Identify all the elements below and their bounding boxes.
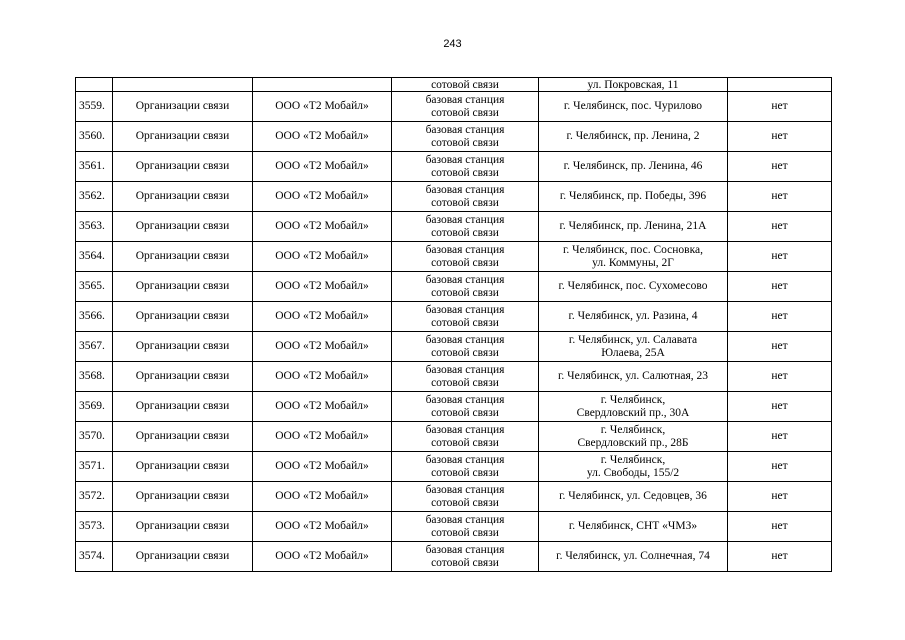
table-row (76, 212, 832, 242)
address-line: г. Челябинск, пос. Сосновка, (563, 243, 703, 256)
cell-address (539, 542, 728, 572)
cell-address (539, 422, 728, 452)
address-line: г. Челябинск, пр. Победы, 396 (559, 190, 707, 202)
object-type-line: сотовой связи (431, 316, 499, 329)
cell-category: Организации связи (113, 212, 253, 242)
cell-object-type: сотовой связи (392, 78, 539, 92)
cell-number: 3574. (76, 542, 113, 572)
object-type-line: базовая станция (425, 543, 505, 556)
cell-organization: ООО «Т2 Мобайл» (253, 272, 392, 302)
cell-status: нет (728, 302, 832, 332)
address-line: г. Челябинск, ул. Солнечная, 74 (556, 550, 710, 562)
cell-organization: ООО «Т2 Мобайл» (253, 302, 392, 332)
cell-category: Организации связи (113, 482, 253, 512)
table-row (76, 362, 832, 392)
table-row (76, 152, 832, 182)
object-type-line: сотовой связи (431, 226, 499, 239)
cell-address (539, 212, 728, 242)
cell-address (539, 512, 728, 542)
address-line: ул. Свободы, 155/2 (586, 466, 680, 479)
cell-status (728, 78, 832, 92)
object-type-line: сотовой связи (431, 526, 499, 539)
cell-number: 3560. (76, 122, 113, 152)
address-line: г. Челябинск, ул. Разина, 4 (568, 310, 698, 322)
cell-number: 3563. (76, 212, 113, 242)
cell-object-type (392, 332, 539, 362)
address-line: ул. Коммуны, 2Г (592, 256, 674, 269)
object-type-line: сотовой связи (431, 346, 499, 359)
table-row (76, 332, 832, 362)
cell-status: нет (728, 512, 832, 542)
object-type-line: базовая станция (425, 333, 505, 346)
object-type-line: базовая станция (425, 303, 505, 316)
address-line: Юлаева, 25А (601, 346, 665, 359)
address-line: г. Челябинск, (600, 423, 666, 436)
address-line: г. Челябинск, ул. Салавата (568, 333, 698, 346)
address-line: г. Челябинск, ул. Седовцев, 36 (559, 490, 707, 502)
cell-address (539, 392, 728, 422)
cell-number: 3567. (76, 332, 113, 362)
cell-status: нет (728, 452, 832, 482)
table-row (76, 242, 832, 272)
object-type-line: базовая станция (425, 513, 505, 526)
cell-category: Организации связи (113, 302, 253, 332)
registry-table-body (76, 78, 832, 572)
cell-status: нет (728, 392, 832, 422)
object-type-line: базовая станция (425, 273, 505, 286)
object-type-line: сотовой связи (431, 466, 499, 479)
table-row (76, 272, 832, 302)
cell-object-type (392, 212, 539, 242)
cell-object-type (392, 422, 539, 452)
cell-category: Организации связи (113, 512, 253, 542)
cell-organization: ООО «Т2 Мобайл» (253, 542, 392, 572)
cell-number: 3559. (76, 92, 113, 122)
cell-object-type (392, 272, 539, 302)
table-row (76, 122, 832, 152)
cell-status: нет (728, 272, 832, 302)
object-type-line: сотовой связи (431, 166, 499, 179)
cell-object-type (392, 152, 539, 182)
cell-category (113, 78, 253, 92)
address-line: г. Челябинск, (600, 453, 666, 466)
cell-status: нет (728, 152, 832, 182)
cell-organization: ООО «Т2 Мобайл» (253, 182, 392, 212)
cell-organization: ООО «Т2 Мобайл» (253, 212, 392, 242)
cell-number: 3571. (76, 452, 113, 482)
cell-status: нет (728, 242, 832, 272)
cell-status: нет (728, 362, 832, 392)
object-type-line: базовая станция (425, 393, 505, 406)
cell-number: 3565. (76, 272, 113, 302)
cell-object-type (392, 392, 539, 422)
object-type-line: базовая станция (425, 183, 505, 196)
table-row-continuation (76, 78, 832, 92)
cell-number: 3572. (76, 482, 113, 512)
object-type-line: базовая станция (425, 363, 505, 376)
cell-address (539, 302, 728, 332)
table-row (76, 482, 832, 512)
object-type-line: базовая станция (425, 483, 505, 496)
address-line: г. Челябинск, пос. Чурилово (563, 100, 703, 112)
object-type-line: сотовой связи (431, 496, 499, 509)
cell-number: 3564. (76, 242, 113, 272)
cell-number: 3570. (76, 422, 113, 452)
address-line: г. Челябинск, пос. Сухомесово (558, 280, 708, 292)
object-type-line: сотовой связи (431, 406, 499, 419)
object-type-line: базовая станция (425, 123, 505, 136)
cell-category: Организации связи (113, 332, 253, 362)
cell-category: Организации связи (113, 272, 253, 302)
cell-organization: ООО «Т2 Мобайл» (253, 482, 392, 512)
cell-number: 3573. (76, 512, 113, 542)
cell-organization: ООО «Т2 Мобайл» (253, 152, 392, 182)
address-line: г. Челябинск, пр. Ленина, 21А (559, 220, 707, 232)
cell-address (539, 92, 728, 122)
cell-object-type (392, 542, 539, 572)
object-type-line: сотовой связи (431, 376, 499, 389)
object-type-line: сотовой связи (431, 556, 499, 569)
cell-address: ул. Покровская, 11 (539, 78, 728, 92)
object-type-line: базовая станция (425, 453, 505, 466)
cell-object-type (392, 302, 539, 332)
table-row (76, 182, 832, 212)
cell-number: 3561. (76, 152, 113, 182)
object-type-line: базовая станция (425, 153, 505, 166)
cell-address (539, 182, 728, 212)
cell-status: нет (728, 122, 832, 152)
cell-number: 3566. (76, 302, 113, 332)
cell-organization: ООО «Т2 Мобайл» (253, 392, 392, 422)
cell-category: Организации связи (113, 182, 253, 212)
address-line: г. Челябинск, ул. Салютная, 23 (558, 370, 708, 382)
cell-category: Организации связи (113, 422, 253, 452)
address-line: г. Челябинск, СНТ «ЧМЗ» (568, 520, 698, 532)
cell-object-type (392, 482, 539, 512)
cell-category: Организации связи (113, 152, 253, 182)
object-type-line: сотовой связи (431, 196, 499, 209)
table-row (76, 422, 832, 452)
cell-object-type (392, 122, 539, 152)
cell-address (539, 362, 728, 392)
address-line: Свердловский пр., 30А (576, 406, 690, 419)
object-type-line: базовая станция (425, 423, 505, 436)
cell-object-type (392, 92, 539, 122)
address-line: г. Челябинск, пр. Ленина, 2 (566, 130, 700, 142)
cell-category: Организации связи (113, 122, 253, 152)
cell-status: нет (728, 422, 832, 452)
cell-status: нет (728, 332, 832, 362)
table-row (76, 392, 832, 422)
table-row (76, 452, 832, 482)
table-row (76, 512, 832, 542)
cell-status: нет (728, 482, 832, 512)
cell-organization: ООО «Т2 Мобайл» (253, 452, 392, 482)
object-type-line: сотовой связи (431, 136, 499, 149)
object-type-line: сотовой связи (431, 106, 499, 119)
address-line: г. Челябинск, пр. Ленина, 46 (563, 160, 703, 172)
cell-category: Организации связи (113, 542, 253, 572)
cell-number (76, 78, 113, 92)
table-row (76, 92, 832, 122)
cell-object-type (392, 362, 539, 392)
cell-organization: ООО «Т2 Мобайл» (253, 512, 392, 542)
address-line: Свердловский пр., 28Б (577, 436, 689, 449)
cell-address (539, 152, 728, 182)
cell-status: нет (728, 92, 832, 122)
cell-category: Организации связи (113, 452, 253, 482)
cell-category: Организации связи (113, 92, 253, 122)
cell-object-type (392, 182, 539, 212)
cell-address (539, 452, 728, 482)
address-line: г. Челябинск, (600, 393, 666, 406)
cell-address (539, 242, 728, 272)
cell-address (539, 272, 728, 302)
cell-object-type (392, 242, 539, 272)
cell-organization: ООО «Т2 Мобайл» (253, 422, 392, 452)
page-number: 243 (443, 38, 462, 50)
object-type-line: базовая станция (425, 213, 505, 226)
cell-organization: ООО «Т2 Мобайл» (253, 362, 392, 392)
cell-address (539, 122, 728, 152)
object-type-line: сотовой связи (431, 286, 499, 299)
object-type-line: сотовой связи (431, 436, 499, 449)
cell-organization: ООО «Т2 Мобайл» (253, 122, 392, 152)
cell-organization (253, 78, 392, 92)
cell-number: 3569. (76, 392, 113, 422)
cell-category: Организации связи (113, 392, 253, 422)
cell-status: нет (728, 182, 832, 212)
object-type-line: базовая станция (425, 243, 505, 256)
cell-organization: ООО «Т2 Мобайл» (253, 332, 392, 362)
object-type-line: базовая станция (425, 93, 505, 106)
cell-organization: ООО «Т2 Мобайл» (253, 242, 392, 272)
table-row (76, 542, 832, 572)
cell-category: Организации связи (113, 362, 253, 392)
cell-status: нет (728, 542, 832, 572)
cell-number: 3562. (76, 182, 113, 212)
cell-object-type (392, 452, 539, 482)
cell-number: 3568. (76, 362, 113, 392)
cell-object-type (392, 512, 539, 542)
cell-category: Организации связи (113, 242, 253, 272)
cell-address (539, 482, 728, 512)
object-type-line: сотовой связи (431, 256, 499, 269)
cell-status: нет (728, 212, 832, 242)
table-row (76, 302, 832, 332)
cell-address (539, 332, 728, 362)
registry-table (75, 77, 832, 572)
cell-organization: ООО «Т2 Мобайл» (253, 92, 392, 122)
